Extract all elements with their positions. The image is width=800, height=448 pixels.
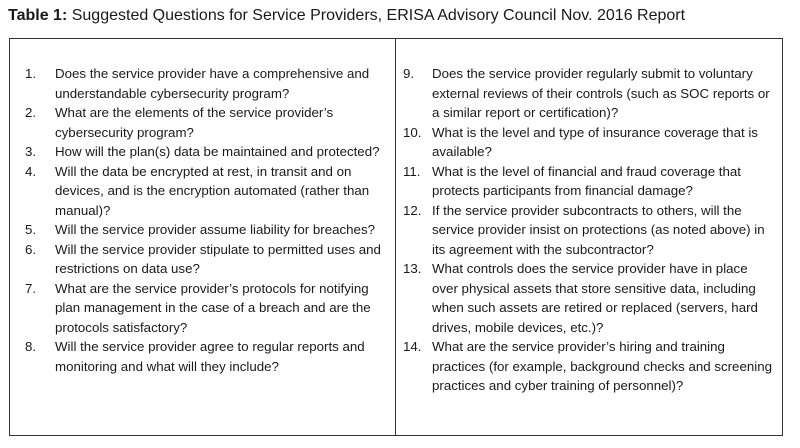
item-number: 13.: [403, 261, 422, 276]
list-item: [396, 337, 782, 396]
item-text: What are the service provider’s protocols for notifying plan management in the case of a breach and are the protocols satisfactory?: [55, 280, 371, 335]
list-item: [396, 259, 782, 337]
item-number: 7.: [25, 280, 37, 296]
list-item: [10, 279, 395, 338]
item-number: 14.: [403, 339, 422, 354]
list-item: [396, 201, 782, 260]
item-number: 12.: [403, 202, 422, 218]
item-text: Will the service provider agree to regular reports and monitoring and what will they include?: [55, 339, 365, 374]
caption-text: Suggested Questions for Service Providers, ERISA Advisory Council Nov. 2016 Report: [67, 7, 686, 24]
questions-list-right: [396, 64, 782, 396]
item-number: 8.: [25, 339, 37, 354]
item-text: Does the service provider have a comprehensive and understandable cybersecurity program?: [55, 66, 370, 101]
item-text: Will the data be encrypted at rest, in transit and on devices, and is the encryption automated (rather than manual)?: [55, 163, 370, 218]
list-item: [10, 142, 395, 162]
questions-column-left: [10, 39, 396, 435]
item-text: If the service provider subcontracts to others, will the service provider insist on protections (as noted above) in its agreement with the subcontractor?: [432, 202, 765, 257]
questions-table: [9, 38, 783, 436]
item-number: 9.: [403, 66, 415, 81]
item-number: 1.: [25, 66, 37, 81]
item-number: 11.: [403, 163, 421, 179]
questions-list-left: [10, 64, 395, 376]
item-text: Will the service provider assume liability for breaches?: [55, 222, 375, 237]
item-text: What are the service provider’s hiring and training practices (for example, background checks and screening practices and cyber training of personnel)?: [432, 339, 772, 393]
list-item: [10, 240, 395, 279]
item-text: What controls does the service provider have in place over physical assets that store sensitive data, including when such assets are retired or replaced (servers, hard drives, mobile devices, etc.)?: [432, 261, 758, 335]
item-number: 5.: [25, 222, 37, 237]
item-text: What is the level and type of insurance coverage that is available?: [432, 124, 758, 159]
item-text: What is the level of financial and fraud coverage that protects participants from financial damage?: [432, 163, 741, 198]
list-item: [10, 220, 395, 240]
item-text: Will the service provider stipulate to permitted uses and restrictions on data use?: [55, 241, 381, 276]
item-number: 10.: [403, 124, 422, 140]
questions-column-right: [396, 39, 782, 435]
table-caption: [8, 6, 685, 26]
caption-label: Table 1:: [8, 7, 68, 24]
item-number: 6.: [25, 241, 37, 257]
list-item: [10, 103, 395, 142]
item-text: How will the plan(s) data be maintained and protected?: [55, 144, 380, 159]
item-number: 3.: [25, 144, 37, 159]
list-item: [10, 64, 395, 103]
item-text: Does the service provider regularly submit to voluntary external reviews of their controls (such as SOC reports or a similar report or certification)?: [432, 66, 770, 120]
list-item: [10, 337, 395, 376]
list-item: [10, 162, 395, 221]
list-item: [396, 162, 782, 201]
item-number: 2.: [25, 105, 37, 120]
list-item: [396, 64, 782, 123]
list-item: [396, 123, 782, 162]
item-number: 4.: [25, 163, 37, 179]
item-text: What are the elements of the service provider’s cybersecurity program?: [55, 105, 334, 140]
